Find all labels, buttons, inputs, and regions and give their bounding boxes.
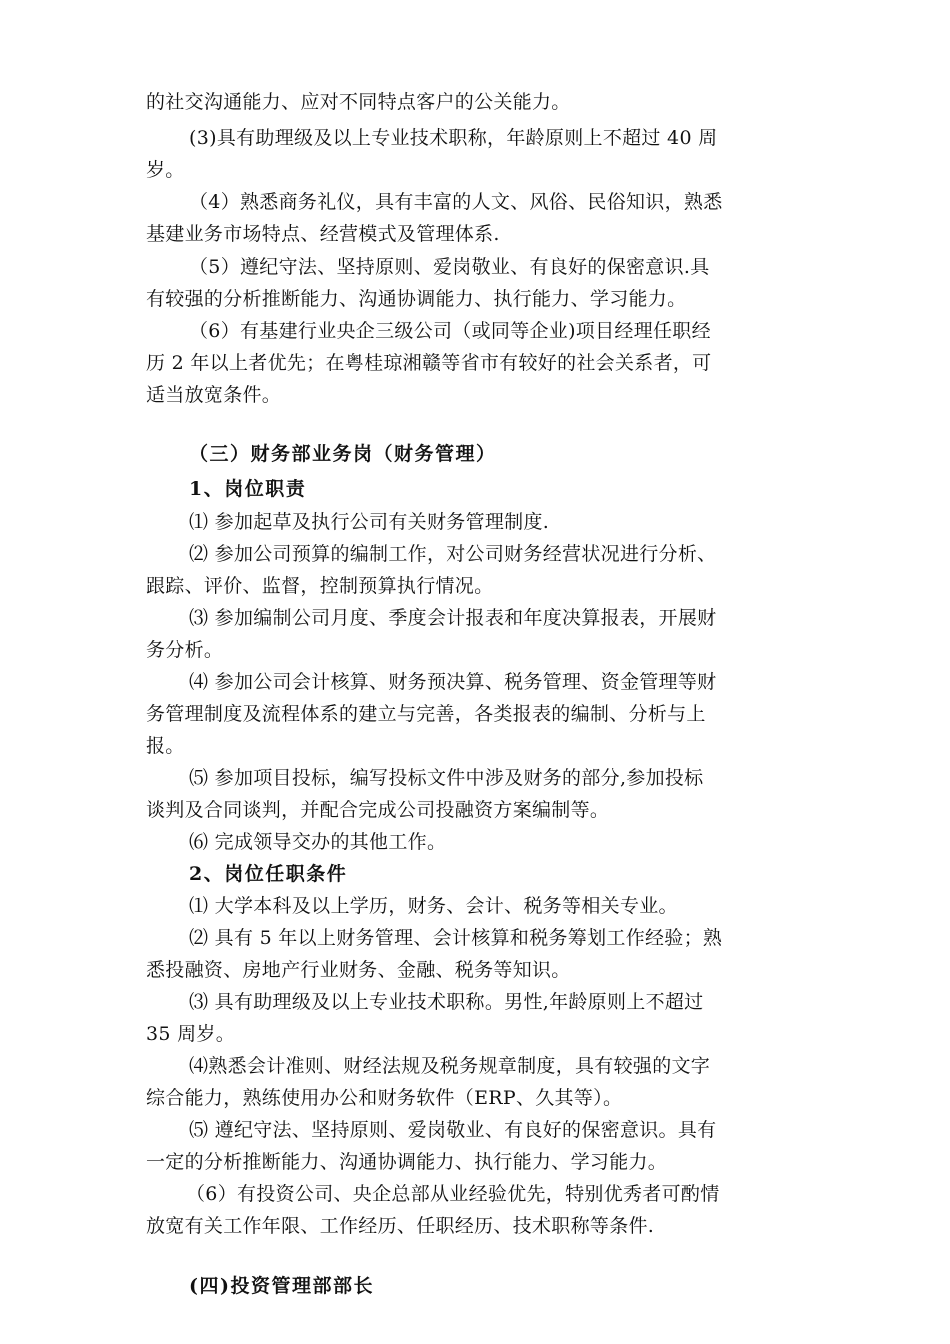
text-line: 的社交沟通能力、应对不同特点客户的公关能力。 (146, 91, 571, 113)
text-line: ⑶ 参加编制公司月度、季度会计报表和年度决算报表，开展财 (189, 607, 717, 629)
text-line: ⑹ 完成领导交办的其他工作。 (189, 831, 447, 853)
text-line: 一定的分析推断能力、沟通协调能力、执行能力、学习能力。 (146, 1151, 668, 1173)
text-line: ⑸ 遵纪守法、坚持原则、爱岗敬业、有良好的保密意识。具有 (189, 1119, 717, 1141)
text-line: 跟踪、评价、监督，控制预算执行情况。 (146, 575, 494, 597)
text-line: ⑷熟悉会计准则、财经法规及税务规章制度，具有较强的文字 (189, 1055, 711, 1077)
text-line: ⑵ 具有 5 年以上财务管理、会计核算和税务筹划工作经验；熟 (189, 927, 723, 949)
text-line: 综合能力，熟练使用办公和财务软件（ERP、久其等）。 (146, 1087, 623, 1109)
text-line: 历 2 年以上者优先；在粤桂琼湘赣等省市有较好的社会关系者，可 (146, 352, 712, 374)
subsection-heading: 2、岗位任职条件 (189, 863, 348, 885)
text-line: 基建业务市场特点、经营模式及管理体系. (146, 223, 500, 245)
text-line: （6）有投资公司、央企总部从业经验优先，特别优秀者可酌情 (186, 1183, 720, 1205)
text-line: ⑷ 参加公司会计核算、财务预决算、税务管理、资金管理等财 (189, 671, 717, 693)
text-line: ⑶ 具有助理级及以上专业技术职称。男性,年龄原则上不超过 (189, 991, 704, 1013)
text-line: ⑴ 大学本科及以上学历，财务、会计、税务等相关专业。 (189, 895, 678, 917)
text-line: 岁。 (146, 159, 185, 181)
text-line: 务管理制度及流程体系的建立与完善，各类报表的编制、分析与上 (146, 703, 706, 725)
text-line: 放宽有关工作年限、工作经历、任职经历、技术职称等条件. (146, 1215, 655, 1237)
text-line: 35 周岁。 (146, 1023, 236, 1045)
text-line: (3)具有助理级及以上专业技术职称，年龄原则上不超过 40 周 (189, 127, 718, 149)
subsection-heading: 1、岗位职责 (189, 478, 307, 500)
text-line: 谈判及合同谈判，并配合完成公司投融资方案编制等。 (146, 799, 610, 821)
text-line: 悉投融资、房地产行业财务、金融、税务等知识。 (146, 959, 571, 981)
text-line: 有较强的分析推断能力、沟通协调能力、执行能力、学习能力。 (146, 288, 687, 310)
text-line: 务分析。 (146, 639, 224, 661)
section-heading: (四)投资管理部部长 (189, 1275, 374, 1297)
text-line: ⑴ 参加起草及执行公司有关财务管理制度. (189, 511, 550, 533)
text-line: ⑸ 参加项目投标，编写投标文件中涉及财务的部分,参加投标 (189, 767, 704, 789)
text-line: 适当放宽条件。 (146, 384, 282, 406)
text-line: ⑵ 参加公司预算的编制工作，对公司财务经营状况进行分析、 (189, 543, 717, 565)
text-line: （6）有基建行业央企三级公司（或同等企业)项目经理任职经 (189, 320, 711, 342)
text-line: （4）熟悉商务礼仪，具有丰富的人文、风俗、民俗知识，熟悉 (189, 191, 723, 213)
text-line: （5）遵纪守法、坚持原则、爱岗敬业、有良好的保密意识.具 (189, 256, 710, 278)
section-heading: （三）财务部业务岗（财务管理） (189, 443, 497, 465)
text-line: 报。 (146, 735, 185, 757)
